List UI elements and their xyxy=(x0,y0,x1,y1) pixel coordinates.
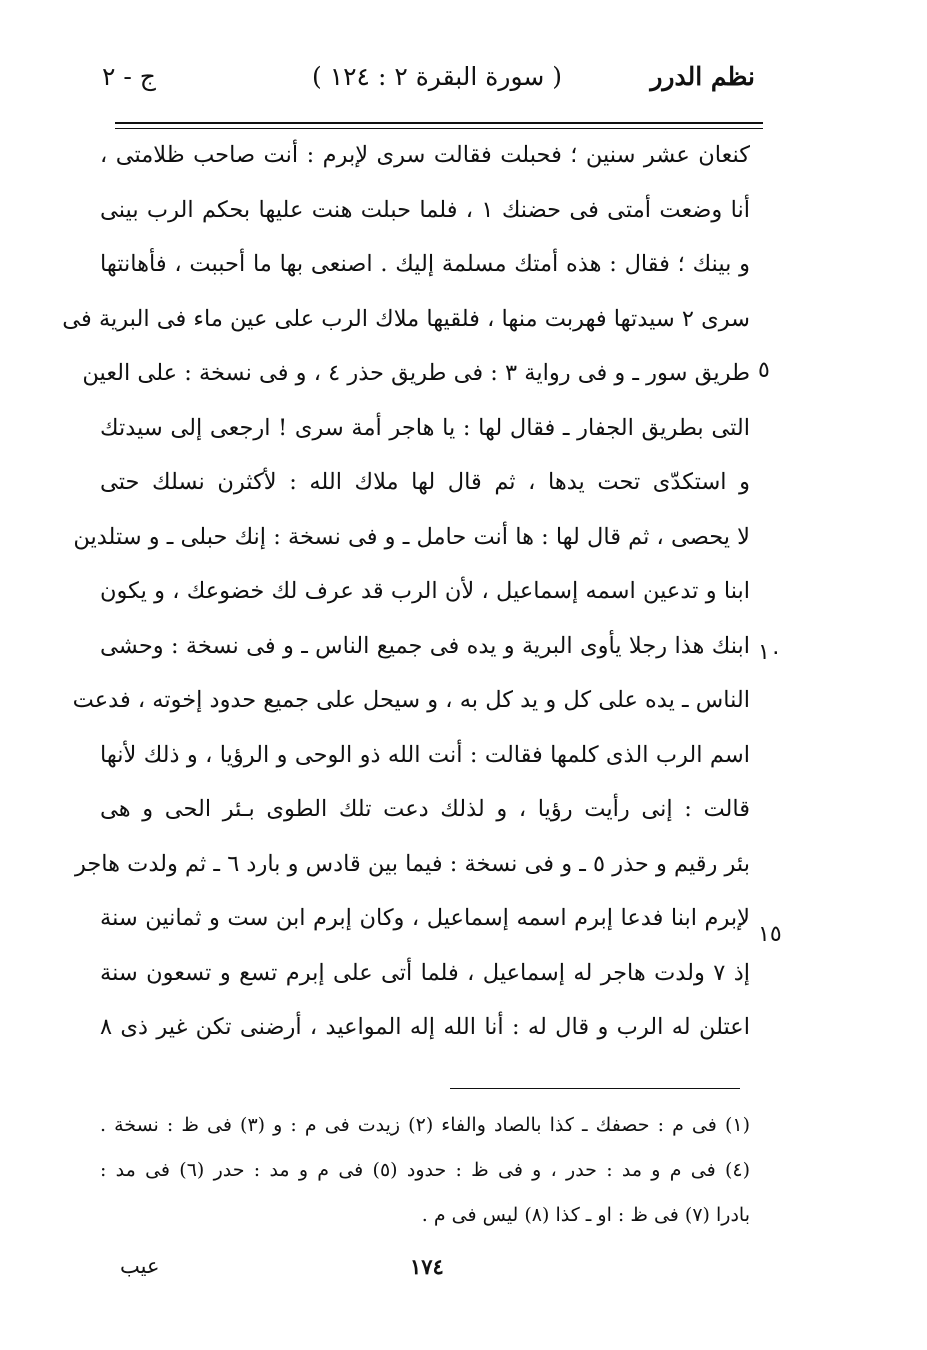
line-number-10: ١٠ xyxy=(758,640,782,665)
footnotes xyxy=(100,1103,750,1238)
line-number-5: ٥ xyxy=(758,358,770,383)
text-line: لا يحصى ، ثم قال لها : ها أنت حامل ـ و فى نسخة : إنك حبلى ـ و ستلدين xyxy=(73,523,750,550)
footnote-line: بادرا (٧) فى ظ : او ـ كذا (٨) ليس فى م . xyxy=(421,1204,750,1226)
catchword: عيب xyxy=(120,1254,160,1278)
text-line: قالت : إنى رأيت رؤيا ، و لذلك دعت تلك الطوى بـئر الحى و هى xyxy=(100,796,750,822)
footnote-line: (١) فى م : حصفك ـ كذا بالصاد والفاء (٢) زيدت فى م : و (٣) فى ظ : نسخة . xyxy=(100,1114,750,1136)
text-line: لإبرم ابنا فدعا إبرم اسمه إسماعيل ، وكان إبرم ابن ست و ثمانين سنة xyxy=(100,905,750,931)
text-line: الناس ـ يده على كل و يد كل به ، و سيحل على جميع حدود إخوته ، فدعت xyxy=(72,687,750,713)
header-rule xyxy=(115,122,763,124)
main-text xyxy=(62,128,750,1055)
text-line: ابنك هذا رجلا يأوى البرية و يده فى جميع الناس ـ و فى نسخة : وحشى xyxy=(100,632,750,659)
text-line: بئر رقيم و حذر ٥ ـ و فى نسخة : فيما بين قادس و بارد ٦ ـ ثم ولدت هاجر xyxy=(74,850,750,877)
text-line: أنا وضعت أمتى فى حضنك ١ ، فلما حبلت هنت عليها بحكم الرب بينى xyxy=(100,196,750,223)
text-line: اعتلن له الرب و قال له : أنا الله إله المواعيد ، أرضنى تكن غير ذى ٨ xyxy=(100,1014,750,1040)
text-line: التى بطريق الجفار ـ فقال لها : يا هاجر أمة سرى ! ارجعى إلى سيدتك xyxy=(100,414,750,441)
part-indicator: ج - ٢ xyxy=(102,62,156,91)
footnote-line: (٤) فى م و مد : حدر ، و فى ظ : حدود (٥) فى م و مد : حدر (٦) فى مد : xyxy=(100,1159,751,1181)
surah-reference: ( سورة البقرة ٢ : ١٢٤ ) xyxy=(312,62,563,91)
text-line: و استكدّى تحت يدها ، ثم قال لها ملاك الله : لأكثرن نسلك حتى xyxy=(100,469,750,495)
text-line: سرى ٢ سيدتها فهربت منها ، فلقيها ملاك الرب على عين ماء فى البرية فى xyxy=(62,305,750,332)
line-number-15: ١٥ xyxy=(758,922,782,947)
text-line: و بينك ؛ فقال : هذه أمتك مسلمة إليك . اصنعى بها ما أحببت ، فأهانتها xyxy=(100,251,750,277)
text-line: ابنا و تدعين اسمه إسماعيل ، لأن الرب قد عرف لك خضوعك ، و يكون xyxy=(100,578,750,604)
text-line: كنعان عشر سنين ؛ فحبلت فقالت سرى لإبرم : أنت صاحب ظلامتى ، xyxy=(100,142,750,168)
footnote-divider xyxy=(450,1088,740,1089)
book-title: نظم الدرر xyxy=(650,62,755,91)
text-line: طريق سور ـ و فى رواية ٣ : فى طريق حذر ٤ ، و فى نسخة : على العين xyxy=(82,360,750,386)
page-number: ١٧٤ xyxy=(410,1254,444,1279)
text-line: اسم الرب الذى كلمها فقالت : أنت الله ذو الوحى و الرؤيا ، و ذلك لأنها xyxy=(100,741,750,768)
text-line: إذ ٧ ولدت هاجر له إسماعيل ، فلما أتى على إبرم تسع و تسعون سنة xyxy=(100,959,750,986)
